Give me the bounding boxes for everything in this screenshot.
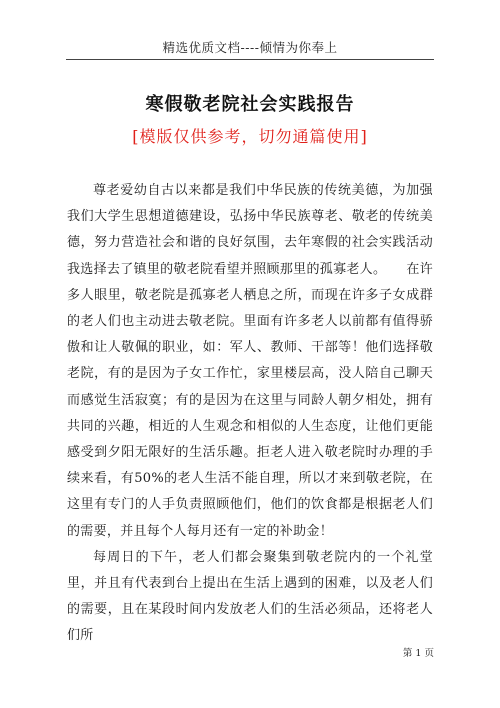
document-body [67,178,433,650]
document-subtitle: [模版仅供参考，切勿通篇使用] [132,127,368,146]
page-number: 第 1 页 [402,648,434,659]
body-paragraph-1: 尊老爱幼自古以来都是我们中华民族的传统美德，为加强我们大学生思想道德建设，弘扬中华民族尊老、敬老的传统美德，努力营造社会和谐的良好氛围，去年寒假的社会实践活动我选择去了镇里的敬老院看望并照顾那里的孤寡老人。 在许多人眼里，敬老院是孤寡老人栖息之所，而现在许多子女成群的老人们也主动进去敬老院。里面有许多老人以前都有值得骄傲和让人敬佩的职业，如：军人、教师、干部等！他们选择敬老院，有的是因为子女工作忙，家里楼层高，没人陪自己聊天而感觉生活寂寞；有的是因为在这里与同龄人朝夕相处，拥有共同的兴趣，相近的人生观念和相似的人生态度，让他们更能感受到夕阳无限好的生活乐趣。拒老人进入敬老院时办理的手续来看，有50%的老人生活不能自理，所以才来到敬老院，在这里有专门的人手负责照顾他们，他们的饮食都是根据老人们的需要，并且每个人每月还有一定的补助金！ [67,183,433,539]
page-header: 精选优质文档----倾情为你奉上 [162,40,338,55]
header-divider [66,59,434,60]
body-paragraph-2: 每周日的下午，老人们都会聚集到敬老院内的一个礼堂里，并且有代表到台上提出在生活上遇到的困难，以及老人们的需要，且在某段时间内发放老人们的生活必须品，还将老人们所 [67,549,433,644]
document-title: 寒假敬老院社会实践报告 [145,94,355,115]
